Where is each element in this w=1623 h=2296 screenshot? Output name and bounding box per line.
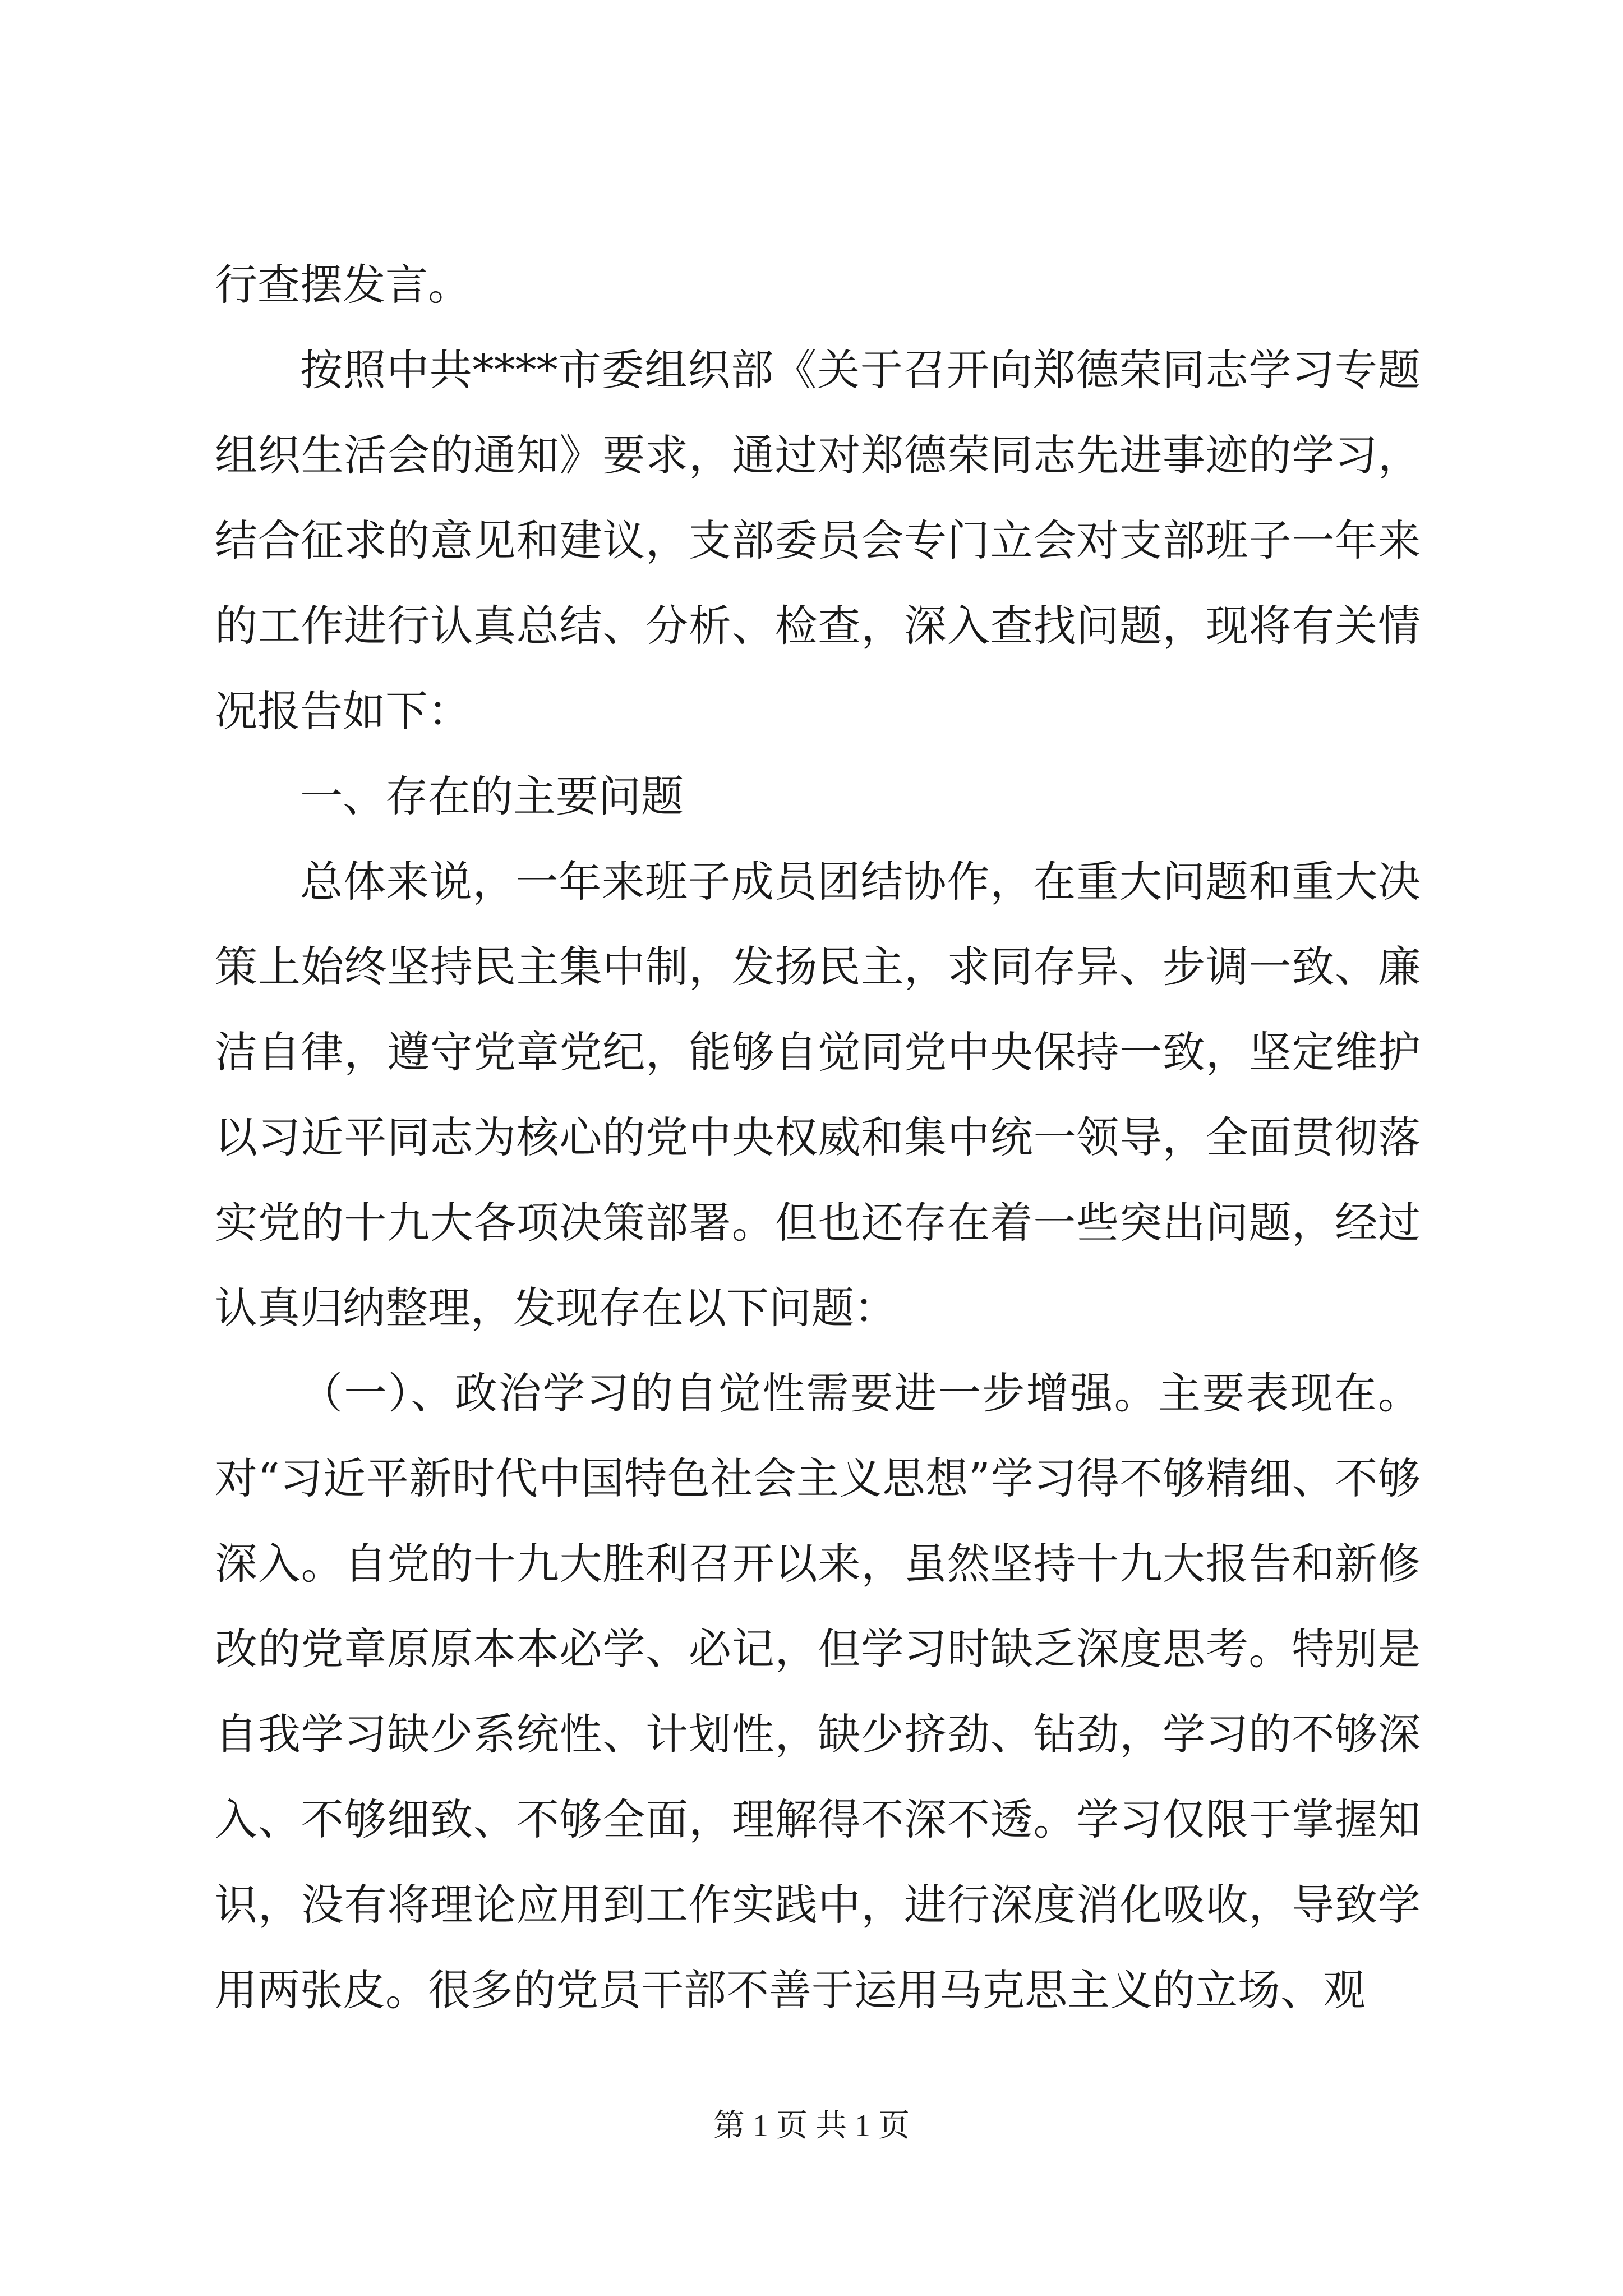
document-body: [215, 242, 1421, 2033]
paragraph-issue-one: （一）、政治学习的自觉性需要进一步增强。主要表现在。对“习近平新时代中国特色社会主义思想”学习得不够精细、不够深入。自党的十九大胜利召开以来，虽然坚持十九大报告和新修改的党章原原本本必学、必记，但学习时缺乏深度思考。特别是自我学习缺少系统性、计划性，缺少挤劲、钻劲，学习的不够深入、不够细致、不够全面，理解得不深不透。学习仅限于掌握知识，没有将理论应用到工作实践中，进行深度消化吸收，导致学用两张皮。很多的党员干部不善于运用马克思主义的立场、观: [215, 1368, 1421, 2015]
page-footer: 第 1 页 共 1 页: [713, 2109, 910, 2143]
paragraph-intro: 按照中共****市委组织部《关于召开向郑德荣同志学习专题组织生活会的通知》要求，通过对郑德荣同志先进事迹的学习，结合征求的意见和建议，支部委员会专门立会对支部班子一年来的工作进行认真总结、分析、检查，深入查找问题，现将有关情况报告如下：: [215, 345, 1421, 736]
paragraph-overview: 总体来说，一年来班子成员团结协作，在重大问题和重大决策上始终坚持民主集中制，发扬民主，求同存异、步调一致、廉洁自律，遵守党章党纪，能够自觉同党中央保持一致，坚定维护以习近平同志为核心的党中央权威和集中统一领导，全面贯彻落实党的十九大各项决策部署。但也还存在着一些突出问题，经过认真归纳整理，发现存在以下问题：: [215, 857, 1421, 1333]
paragraph-continuation: 行查摆发言。: [215, 260, 471, 310]
section-heading: 一、存在的主要问题: [300, 771, 684, 821]
